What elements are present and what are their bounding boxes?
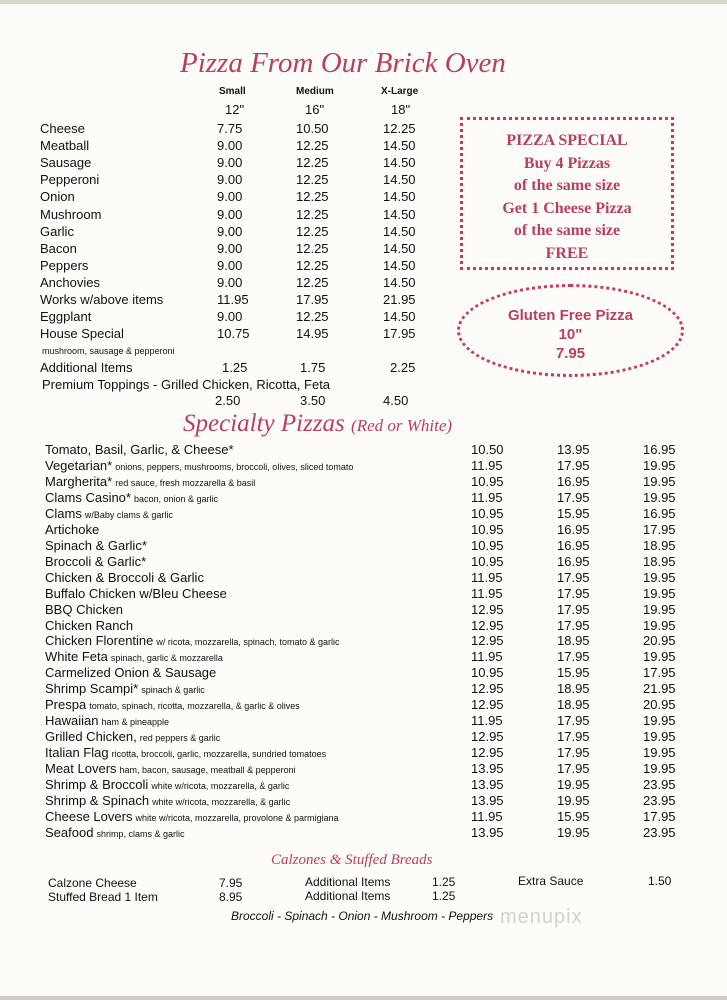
- pizza-name: Garlic: [40, 223, 74, 239]
- additional-items-price: 2.25: [390, 360, 416, 375]
- specialty-price: 18.95: [643, 553, 676, 569]
- specialty-price: 19.95: [643, 457, 676, 473]
- specialty-price: 11.95: [471, 489, 503, 505]
- pizza-name: Cheese: [40, 121, 85, 136]
- specialty-price: 15.95: [557, 505, 590, 521]
- pizza-name: Anchovies: [40, 274, 100, 290]
- specialty-price: 10.50: [471, 442, 504, 457]
- specialty-name-text: Broccoli & Garlic*: [45, 553, 147, 569]
- specialty-row: [0, 602, 727, 618]
- pizza-price: 10.50: [296, 121, 329, 136]
- extra-sauce-label: Extra Sauce: [518, 874, 584, 888]
- specialty-row: [0, 681, 727, 697]
- specialty-name-text: White Feta: [45, 649, 108, 665]
- specialty-name: [45, 458, 353, 473]
- specialty-row: [0, 538, 727, 554]
- specialty-price: 12.95: [471, 697, 504, 713]
- pizza-name: Works w/above items: [40, 292, 164, 307]
- specialty-name-text: Seafood: [45, 824, 94, 840]
- specialty-row: [0, 809, 727, 825]
- specialty-name: [45, 570, 204, 585]
- specialty-row: [0, 458, 727, 474]
- pizza-name: Peppers: [40, 257, 89, 273]
- specialty-price: 17.95: [557, 617, 590, 633]
- specialty-price: 19.95: [643, 489, 676, 505]
- specialty-price: 10.95: [471, 553, 504, 569]
- specialty-name-text: Grilled Chicken,: [45, 729, 137, 745]
- specialty-name: [45, 522, 99, 537]
- specialty-price: 17.95: [557, 601, 590, 617]
- specialty-ingredients: red sauce, fresh mozzarella & basil: [115, 477, 256, 488]
- special-line: FREE: [545, 244, 589, 262]
- specialty-name: [45, 586, 227, 601]
- specialty-price: 19.95: [643, 585, 676, 601]
- specialty-name-text: Buffalo Chicken w/Bleu Cheese: [45, 585, 227, 601]
- specialty-row: [0, 490, 727, 506]
- pizza-name: Mushroom: [40, 206, 102, 222]
- specialty-price: 11.95: [471, 808, 503, 824]
- specialty-price: 11.95: [471, 569, 503, 585]
- specialty-name: [45, 713, 169, 728]
- specialty-name: [45, 442, 234, 457]
- size-label: X-Large: [381, 86, 419, 97]
- specialty-name-text: Cheese Lovers: [45, 808, 133, 824]
- specialty-name: [45, 649, 223, 664]
- watermark: menupix: [500, 906, 583, 928]
- calzone-add-price: 1.25: [432, 875, 456, 889]
- pizza-name: House Special: [40, 326, 124, 342]
- premium-toppings-price: 3.50: [300, 393, 326, 408]
- specialty-price: 19.95: [557, 777, 590, 792]
- pizza-price: 9.00: [217, 155, 243, 171]
- additional-items-name: Additional Items: [40, 360, 133, 375]
- pizza-price: 14.50: [383, 189, 416, 205]
- specialty-row: [0, 506, 727, 522]
- specialty-price: 19.95: [643, 649, 676, 665]
- pizza-price: 12.25: [296, 206, 329, 222]
- pizza-price: 9.00: [217, 240, 243, 256]
- gluten-free-price: 7.95: [555, 345, 586, 362]
- specialty-price: 16.95: [643, 505, 676, 521]
- specialty-row: [0, 793, 727, 809]
- specialty-ingredients: ricotta, broccoli, garlic, mozzarella, sundried tomatoes: [111, 749, 327, 759]
- specialty-name: [45, 633, 339, 648]
- specialty-name-text: Italian Flag: [45, 745, 109, 760]
- specialty-subtitle: (Red or White): [351, 416, 453, 435]
- specialty-name: [45, 602, 123, 617]
- veggie-options: Broccoli - Spinach - Onion - Mushroom - Peppers: [231, 909, 494, 923]
- specialty-name-text: Tomato, Basil, Garlic, & Cheese*: [45, 442, 234, 457]
- specialty-price: 18.95: [643, 537, 676, 553]
- pizza-price: 17.95: [296, 292, 329, 307]
- specialty-price: 12.95: [471, 681, 504, 697]
- pizza-price: 9.00: [217, 223, 243, 239]
- specialty-price: 19.95: [643, 745, 676, 760]
- pizza-price: 12.25: [296, 309, 329, 325]
- specialty-price: 20.95: [643, 633, 676, 649]
- pizza-price: 7.75: [217, 121, 243, 136]
- specialty-ingredients: w/ ricota, mozzarella, spinach, tomato & garlic: [156, 637, 340, 648]
- specialty-price: 12.95: [471, 601, 504, 617]
- specialty-ingredients: spinach & garlic: [141, 685, 205, 696]
- pizza-price: 12.25: [296, 138, 329, 154]
- specialty-name: [45, 554, 146, 569]
- specialty-name: [45, 825, 184, 840]
- specialty-price: 20.95: [643, 697, 676, 713]
- specialty-price: 19.95: [643, 617, 676, 633]
- specialty-ingredients: spinach, garlic & mozzarella: [110, 653, 223, 664]
- specialty-name-text: Prespa: [45, 697, 87, 713]
- specialty-row: [0, 522, 727, 538]
- pizza-price: 14.50: [383, 257, 416, 273]
- specialty-name: [45, 681, 205, 696]
- calzone-price: 7.95: [219, 876, 243, 890]
- specialty-price: 17.95: [557, 489, 590, 505]
- pizza-price: 9.00: [217, 206, 243, 222]
- specialty-name: [45, 729, 220, 744]
- specialty-ingredients: bacon, onion & garlic: [133, 493, 219, 504]
- specialty-price: 16.95: [643, 442, 676, 457]
- specialty-price: 19.95: [643, 601, 676, 617]
- specialty-price: 19.95: [557, 792, 590, 808]
- specialty-row: [0, 618, 727, 634]
- special-line: Buy 4 Pizzas: [523, 154, 611, 172]
- specialty-price: 13.95: [471, 777, 504, 792]
- specialty-price: 17.95: [557, 457, 590, 473]
- pizza-price: 14.50: [383, 309, 416, 325]
- specialty-price: 12.95: [471, 729, 504, 745]
- size-label: Small: [219, 86, 246, 97]
- pizza-price: 12.25: [296, 240, 329, 256]
- specialty-row: [0, 713, 727, 729]
- specialty-price: 10.95: [471, 473, 504, 489]
- specialty-ingredients: ham, bacon, sausage, meatball & pepperoni: [119, 765, 296, 775]
- specialty-price: 18.95: [557, 633, 590, 649]
- specialty-price: 11.95: [471, 457, 503, 473]
- specialty-name: [45, 538, 147, 553]
- specialty-price: 16.95: [557, 521, 590, 537]
- specialty-ingredients: tomato, spinach, ricotta, mozzarella, & garlic & olives: [89, 701, 300, 712]
- additional-items-price: 1.75: [300, 360, 326, 375]
- specialty-ingredients: ham & pineapple: [101, 717, 170, 728]
- specialty-row: [0, 586, 727, 602]
- house-special-note: mushroom, sausage & pepperoni: [42, 346, 175, 356]
- specialty-price: 17.95: [557, 729, 590, 745]
- pizza-name: Meatball: [40, 138, 90, 154]
- pizza-price: 14.50: [383, 274, 416, 290]
- calzone-name: Calzone Cheese: [48, 876, 137, 890]
- pizza-price: 9.00: [217, 257, 243, 273]
- specialty-price: 11.95: [471, 713, 503, 729]
- specialty-row: [0, 633, 727, 649]
- specialty-row: [0, 554, 727, 570]
- pizza-price: 14.50: [383, 138, 416, 154]
- specialty-ingredients: white w/ricota, mozzarella, & garlic: [151, 781, 290, 791]
- premium-toppings-price: 4.50: [383, 393, 409, 408]
- size-inches: 18": [391, 102, 411, 117]
- specialty-price: 15.95: [557, 665, 590, 681]
- specialty-name-text: Artichoke: [45, 521, 100, 537]
- specialty-name-text: Hawaiian: [45, 713, 99, 729]
- specialty-title: [183, 410, 452, 438]
- specialty-price: 12.95: [471, 617, 504, 633]
- pizza-name: Eggplant: [40, 309, 92, 325]
- specialty-row: [0, 649, 727, 665]
- specialty-price: 18.95: [557, 697, 590, 713]
- specialty-price: 16.95: [557, 473, 590, 489]
- specialty-name: [45, 665, 216, 680]
- specialty-name-text: Spinach & Garlic*: [45, 537, 147, 553]
- pizza-price: 9.00: [217, 274, 243, 290]
- calzone-add-label: Additional Items: [305, 875, 391, 889]
- specialty-price: 16.95: [557, 537, 590, 553]
- specialty-price: 17.95: [557, 585, 590, 601]
- stuffed-bread-add-label: Additional Items: [305, 889, 391, 903]
- specialty-row: [0, 697, 727, 713]
- specialty-ingredients: white w/ricota, mozzarella, provolone & parmigiana: [135, 812, 339, 823]
- specialty-price: 17.95: [643, 808, 676, 824]
- specialty-row: [0, 442, 727, 458]
- specialty-title-text: Specialty Pizzas: [183, 410, 345, 437]
- pizza-special-box: [460, 117, 674, 270]
- specialty-price: 13.95: [557, 442, 590, 457]
- specialty-name-text: Chicken Ranch: [45, 617, 134, 633]
- specialty-price: 12.95: [471, 633, 504, 649]
- specialty-name-text: Shrimp Scampi*: [45, 681, 139, 697]
- specialty-ingredients: w/Baby clams & garlic: [84, 509, 173, 520]
- scan-bottom-edge: [0, 996, 727, 1000]
- specialty-price: 23.95: [643, 777, 676, 792]
- stuffed-bread-add-price: 1.25: [432, 889, 456, 903]
- pizza-price: 10.75: [217, 326, 250, 342]
- specialty-price: 19.95: [643, 473, 676, 489]
- specialty-price: 19.95: [643, 569, 676, 585]
- specialty-name-text: Carmelized Onion & Sausage: [45, 665, 217, 681]
- specialty-price: 19.95: [643, 729, 676, 745]
- stuffed-bread-price: 8.95: [219, 890, 243, 904]
- specialty-row: [0, 825, 727, 841]
- specialty-name-text: BBQ Chicken: [45, 601, 124, 617]
- scan-top-edge: [0, 0, 727, 4]
- specialty-price: 17.95: [557, 713, 590, 729]
- specialty-row: [0, 474, 727, 490]
- specialty-price: 13.95: [471, 792, 504, 808]
- pizza-price: 9.00: [217, 172, 243, 188]
- specialty-price: 15.95: [557, 808, 590, 824]
- additional-items-price: 1.25: [222, 360, 248, 375]
- specialty-price: 23.95: [643, 792, 676, 808]
- pizza-name: Sausage: [40, 155, 92, 171]
- pizza-price: 9.00: [217, 309, 243, 325]
- specialty-name-text: Margherita*: [45, 473, 113, 489]
- special-line: of the same size: [513, 177, 621, 194]
- specialty-price: 17.95: [557, 745, 590, 760]
- specialty-ingredients: red peppers & garlic: [139, 733, 221, 744]
- specialty-row: [0, 665, 727, 681]
- pizza-price: 9.00: [217, 189, 243, 205]
- pizza-price: 12.25: [383, 121, 416, 136]
- pizza-price: 12.25: [296, 257, 329, 273]
- pizza-price: 14.50: [383, 240, 416, 256]
- specialty-price: 11.95: [471, 585, 503, 601]
- stuffed-bread-name: Stuffed Bread 1 Item: [48, 890, 158, 904]
- specialty-name: [45, 506, 173, 521]
- specialty-price: 19.95: [643, 761, 676, 776]
- specialty-name-text: Clams: [45, 505, 82, 521]
- specialty-name-text: Vegetarian*: [45, 457, 113, 473]
- specialty-row: [0, 745, 727, 761]
- menu-title: Pizza From Our Brick Oven: [180, 47, 506, 79]
- specialty-price: 10.95: [471, 505, 504, 521]
- specialty-name-text: Shrimp & Broccoli: [45, 777, 149, 792]
- calzone-title: Calzones & Stuffed Breads: [271, 852, 433, 868]
- specialty-row: [0, 761, 727, 777]
- pizza-price: 21.95: [383, 292, 416, 307]
- specialty-row: [0, 729, 727, 745]
- gluten-free-oval: [457, 284, 684, 377]
- pizza-price: 14.50: [383, 223, 416, 239]
- pizza-price: 17.95: [383, 326, 416, 342]
- specialty-name-text: Clams Casino*: [45, 489, 131, 505]
- specialty-ingredients: onions, peppers, mushrooms, broccoli, olives, sliced tomato: [115, 461, 354, 472]
- pizza-name: Pepperoni: [40, 172, 100, 188]
- specialty-price: 10.95: [471, 521, 504, 537]
- special-line: of the same size: [513, 222, 621, 239]
- pizza-price: 14.50: [383, 206, 416, 222]
- specialty-price: 23.95: [643, 824, 676, 840]
- extra-sauce-price: 1.50: [648, 874, 672, 888]
- specialty-name: [45, 761, 296, 776]
- specialty-price: 17.95: [643, 665, 676, 681]
- specialty-ingredients: shrimp, clams & garlic: [96, 828, 185, 839]
- specialty-price: 18.95: [557, 681, 590, 697]
- specialty-name-text: Meat Lovers: [45, 761, 117, 776]
- pizza-name: Bacon: [40, 240, 77, 256]
- specialty-price: 16.95: [557, 553, 590, 569]
- specialty-ingredients: white w/ricota, mozzarella, & garlic: [152, 796, 291, 807]
- specialty-name: [45, 809, 339, 824]
- special-line: PIZZA SPECIAL: [506, 132, 628, 149]
- pizza-price: 12.25: [296, 274, 329, 290]
- premium-toppings-name: Premium Toppings - Grilled Chicken, Ricotta, Feta: [42, 377, 331, 392]
- specialty-price: 10.95: [471, 665, 504, 681]
- specialty-name: [45, 777, 289, 792]
- size-inches: 16": [305, 102, 325, 117]
- pizza-price: 12.25: [296, 172, 329, 188]
- specialty-price: 13.95: [471, 824, 504, 840]
- specialty-price: 11.95: [471, 649, 503, 665]
- specialty-price: 13.95: [471, 761, 504, 776]
- pizza-price: 14.50: [383, 155, 416, 171]
- specialty-row: [0, 570, 727, 586]
- specialty-name-text: Shrimp & Spinach: [45, 792, 150, 808]
- pizza-price: 11.95: [217, 292, 249, 307]
- special-line: Get 1 Cheese Pizza: [502, 199, 632, 217]
- specialty-name: [45, 490, 218, 505]
- pizza-price: 14.50: [383, 172, 416, 188]
- pizza-price: 12.25: [296, 155, 329, 171]
- specialty-price: 21.95: [643, 681, 676, 697]
- pizza-price: 9.00: [217, 138, 243, 154]
- gluten-free-label: Gluten Free Pizza: [507, 307, 634, 324]
- specialty-name: [45, 793, 290, 808]
- specialty-name: [45, 697, 300, 712]
- specialty-price: 17.95: [557, 569, 590, 585]
- size-label: Medium: [296, 86, 334, 97]
- pizza-price: 12.25: [296, 189, 329, 205]
- specialty-price: 10.95: [471, 537, 504, 553]
- specialty-price: 17.95: [557, 649, 590, 665]
- size-inches: 12": [225, 102, 245, 117]
- specialty-name-text: Chicken & Broccoli & Garlic: [45, 569, 204, 585]
- specialty-name: [45, 618, 133, 633]
- pizza-name: Onion: [40, 189, 75, 205]
- premium-toppings-price: 2.50: [215, 393, 241, 408]
- specialty-price: 17.95: [643, 521, 676, 537]
- specialty-price: 17.95: [557, 761, 590, 776]
- pizza-price: 14.95: [296, 326, 329, 342]
- specialty-row: [0, 777, 727, 793]
- specialty-name-text: Chicken Florentine: [45, 633, 154, 649]
- specialty-name: [45, 474, 255, 489]
- specialty-price: 12.95: [471, 745, 504, 760]
- pizza-price: 12.25: [296, 223, 329, 239]
- specialty-price: 19.95: [557, 824, 590, 840]
- specialty-price: 19.95: [643, 713, 676, 729]
- specialty-name: [45, 745, 326, 760]
- gluten-free-size: 10": [558, 326, 583, 343]
